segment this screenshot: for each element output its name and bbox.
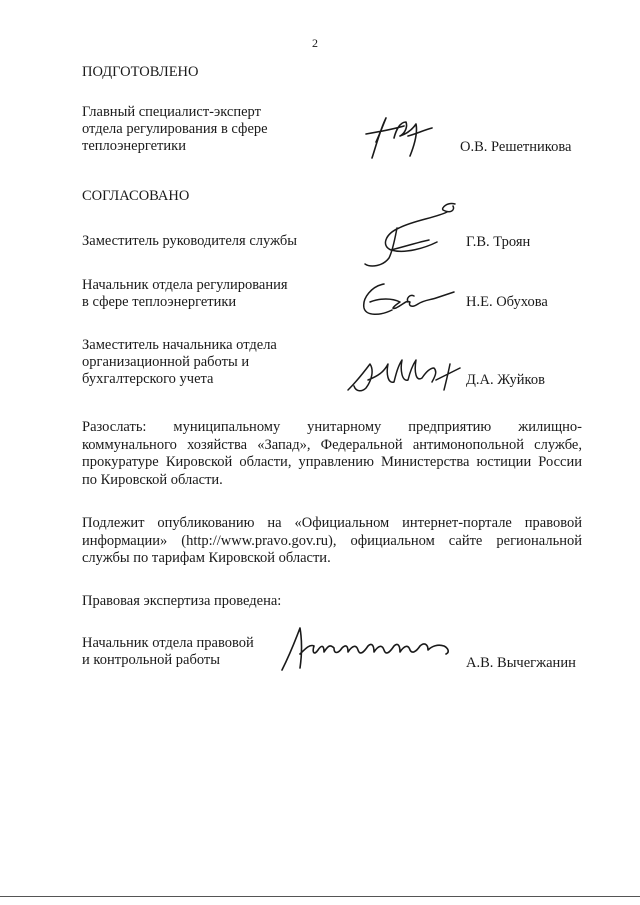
signatory-name: О.В. Решетникова	[460, 139, 572, 155]
signatory-name: Д.А. Жуйков	[466, 372, 545, 388]
page-bottom-edge	[0, 896, 640, 897]
agreed-heading: СОГЛАСОВАНО	[82, 188, 190, 204]
position-line: Заместитель начальника отдела	[82, 337, 277, 353]
page-number: 2	[312, 36, 318, 50]
position-line: бухгалтерского учета	[82, 371, 214, 387]
legal-review-text: Правовая экспертиза проведена:	[82, 593, 282, 609]
paragraph-line: информации» (http://www.pravo.gov.ru), официальном сайте региональной	[82, 532, 582, 549]
paragraph-line: службы по тарифам Кировской области.	[82, 550, 331, 566]
position-line: Главный специалист-эксперт	[82, 104, 261, 120]
position-line: и контрольной работы	[82, 652, 220, 668]
position-line: в сфере теплоэнергетики	[82, 294, 237, 310]
position-line: Начальник отдела регулирования	[82, 277, 288, 293]
signatory-name: А.В. Вычегжанин	[466, 655, 576, 671]
paragraph-line: по Кировской области.	[82, 471, 223, 488]
signatory-name: Н.Е. Обухова	[466, 294, 548, 310]
publication-paragraph	[82, 515, 582, 568]
handwritten-signature	[278, 624, 460, 674]
position-line: теплоэнергетики	[82, 138, 186, 154]
position-line: Заместитель руководителя службы	[82, 233, 298, 249]
paragraph-line: коммунального хозяйства «Запад», Федеральной антимонопольной службе,	[82, 436, 582, 453]
paragraph-line: Подлежит опубликованию на «Официальном интернет-портале правовой	[82, 515, 582, 531]
handwritten-signature	[360, 108, 440, 168]
position-line: Начальник отдела правовой	[82, 635, 254, 651]
distribution-paragraph	[82, 419, 582, 489]
position-line: отдела регулирования в сфере	[82, 121, 268, 137]
paragraph-line: Разослать: муниципальному унитарному предприятию жилищно-	[82, 419, 582, 435]
handwritten-signature	[350, 276, 460, 324]
handwritten-signature	[355, 198, 465, 273]
signatory-name: Г.В. Троян	[466, 234, 531, 250]
position-line: организационной работы и	[82, 354, 250, 370]
prepared-heading: ПОДГОТОВЛЕНО	[82, 64, 199, 80]
handwritten-signature	[338, 350, 468, 400]
paragraph-line: прокуратуре Кировской области, управлению Министерства юстиции России	[82, 454, 582, 470]
